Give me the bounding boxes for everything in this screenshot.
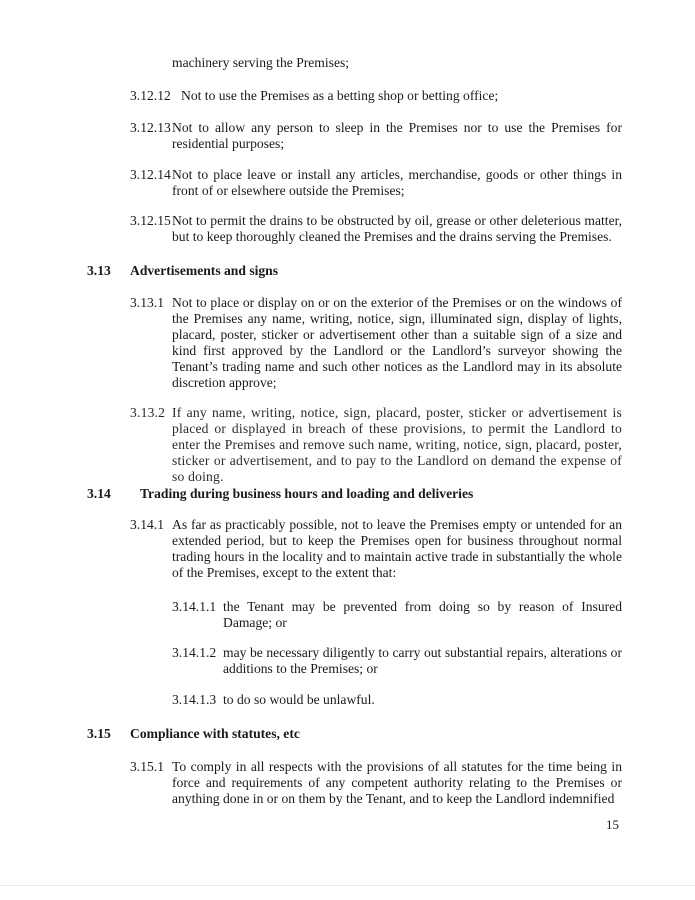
section-number: 3.13 [87, 263, 111, 278]
clause-3-12-12 [130, 88, 622, 104]
clause-text: Not to place or display on or on the exterior of the Premises or on the windows of the Premises any name, writing, notice, sign, illuminated sign, display of lights, placard, poster, sticker or advertisement other than a suitable sign of a size and kind first approved by the Landlord or the Landlord’s surveyor showing the Tenant’s trading name and such other notices as the Landlord may in its absolute discretion approve; [172, 295, 622, 390]
subclause-3-14-1-2 [172, 645, 622, 677]
clause-text-wrap [130, 120, 622, 152]
clause-number: 3.15.1 [130, 759, 164, 774]
subclause-text: to do so would be unlawful. [223, 692, 375, 707]
section-title: Advertisements and signs [130, 263, 279, 278]
section-number: 3.14 [87, 486, 111, 501]
section-number: 3.15 [87, 726, 111, 741]
clause-number: 3.12.12 [130, 88, 171, 103]
clause-text: To comply in all respects with the provisions of all statutes for the time being in force and requirements of any competent authority relating to the Premises or anything done in or on them by the Tenant, and to keep the Landlord indemnified [172, 759, 622, 806]
section-heading-3-15 [87, 726, 300, 742]
clause-number: 3.12.15 [130, 213, 171, 228]
subclause-number: 3.14.1.3 [172, 692, 217, 707]
clause-text: Not to allow any person to sleep in the Premises nor to use the Premises for residential purposes; [172, 120, 622, 151]
subclause-number: 3.14.1.2 [172, 645, 217, 660]
clause-text: Not to permit the drains to be obstructed by oil, grease or other deleterious matter, but to keep thoroughly cleaned the Premises and the drains serving the Premises. [172, 213, 622, 244]
clause-number: 3.12.14 [130, 167, 171, 182]
clause-number: 3.13.1 [130, 295, 164, 310]
section-title: Trading during business hours and loading and deliveries [140, 486, 474, 501]
clause-text: As far as practicably possible, not to leave the Premises empty or untended for an extended period, but to keep the Premises open for business throughout normal trading hours in the locality and to maintain active trade in substantially the whole of the Premises, except to the extent that: [172, 517, 622, 580]
clause-text: Not to use the Premises as a betting shop or betting office; [181, 88, 499, 103]
clause-number: 3.13.2 [130, 405, 166, 420]
subclause-text: the Tenant may be prevented from doing so by reason of Insured Damage; or [223, 599, 622, 630]
clause-3-12-14 [130, 167, 622, 199]
subclause-number: 3.14.1.1 [172, 599, 217, 614]
clause-3-12-13 [130, 120, 622, 152]
section-heading-3-13 [87, 263, 278, 279]
clause-3-13-2 [130, 405, 622, 485]
subclause-text: may be necessary diligently to carry out substantial repairs, alterations or additions to the Premises; or [223, 645, 622, 676]
subclause-3-14-1-1 [172, 599, 622, 631]
subclause-3-14-1-3 [172, 692, 622, 708]
clause-number: 3.12.13 [130, 120, 171, 135]
clause-3-14-1 [130, 517, 622, 581]
continuation-text: machinery serving the Premises; [172, 55, 350, 70]
page-bottom-divider [0, 885, 695, 886]
clause-3-13-1 [130, 295, 622, 391]
clause-text: If any name, writing, notice, sign, placard, poster, sticker or advertisement is placed or displayed in breach of these provisions, to permit the Landlord to enter the Premises and remove such name, writing, notice, sign, placard, poster, sticker or advertisement, and to pay to the Landlord on demand the expense of so doing. [172, 405, 622, 484]
clause-text: Not to place leave or install any articles, merchandise, goods or other things in front of or elsewhere outside the Premises; [172, 167, 622, 198]
section-title: Compliance with statutes, etc [130, 726, 300, 741]
section-heading-3-14 [87, 486, 473, 502]
clause-number: 3.14.1 [130, 517, 164, 532]
clause-3-12-15 [130, 213, 622, 245]
clause-3-15-1 [130, 759, 622, 807]
page-number: 15 [606, 817, 619, 832]
